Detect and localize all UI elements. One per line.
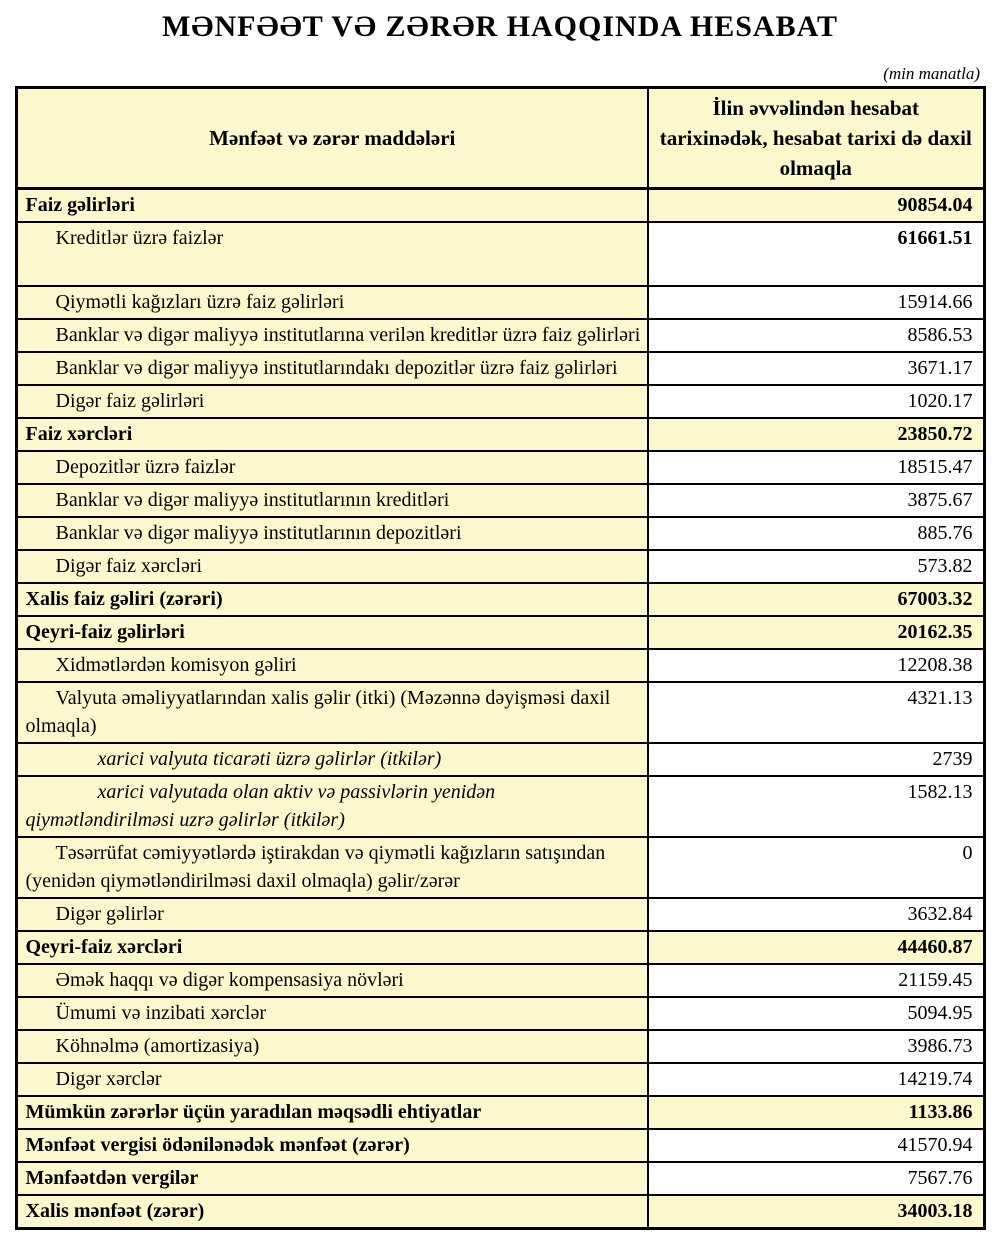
table-row [16, 649, 984, 682]
table-row [16, 964, 984, 997]
row-label: Banklar və digər maliyyə institutlarının kreditləri [16, 484, 648, 517]
row-label: xarici valyutada olan aktiv və passivlərin yenidən qiymətləndirilməsi uzrə gəlirlər (itkilər) [16, 776, 648, 837]
row-value: 44460.87 [648, 931, 984, 964]
table-row [16, 484, 984, 517]
page-title: MƏNFƏƏT VƏ ZƏRƏR HAQQINDA HESABAT [161, 10, 839, 43]
table-row [16, 418, 984, 451]
row-value: 41570.94 [648, 1129, 984, 1162]
row-label: Qiymətli kağızları üzrə faiz gəlirləri [16, 286, 648, 319]
table-row [16, 682, 984, 743]
row-value: 20162.35 [648, 616, 984, 649]
row-label: Mümkün zərərlər üçün yaradılan məqsədli ehtiyatlar [16, 1096, 648, 1129]
row-value: 5094.95 [648, 997, 984, 1030]
row-value: 14219.74 [648, 1063, 984, 1096]
row-value: 1020.17 [648, 385, 984, 418]
row-value: 3875.67 [648, 484, 984, 517]
row-value: 573.82 [648, 550, 984, 583]
row-value: 18515.47 [648, 451, 984, 484]
row-label: Digər gəlirlər [16, 898, 648, 931]
row-label: Depozitlər üzrə faizlər [16, 451, 648, 484]
row-label: Digər faiz xərcləri [16, 550, 648, 583]
row-label: Digər faiz gəlirləri [16, 385, 648, 418]
table-row [16, 352, 984, 385]
row-label: Əmək haqqı və digər kompensasiya növləri [16, 964, 648, 997]
table-row [16, 517, 984, 550]
row-label: Banklar və digər maliyyə institutlarına verilən kreditlər üzrə faiz gəlirləri [16, 319, 648, 352]
table-row [16, 222, 984, 286]
table-row [16, 616, 984, 649]
row-label: Banklar və digər maliyyə institutlarının depozitləri [16, 517, 648, 550]
row-value: 3632.84 [648, 898, 984, 931]
table-header-items: Mənfəət və zərər maddələri [16, 88, 648, 189]
table-row [16, 1063, 984, 1096]
row-label: Xalis mənfəət (zərər) [16, 1195, 648, 1229]
table-row [16, 451, 984, 484]
row-value: 12208.38 [648, 649, 984, 682]
table-row [16, 1030, 984, 1063]
table-row [16, 743, 984, 776]
row-label: Qeyri-faiz xərcləri [16, 931, 648, 964]
row-label: Banklar və digər maliyyə institutlarındakı depozitlər üzrə faiz gəlirləri [16, 352, 648, 385]
pl-table-body [16, 189, 984, 1229]
table-row [16, 837, 984, 898]
row-value: 23850.72 [648, 418, 984, 451]
row-value: 15914.66 [648, 286, 984, 319]
table-row [16, 286, 984, 319]
row-value: 3986.73 [648, 1030, 984, 1063]
row-label: Mənfəət vergisi ödənilənədək mənfəət (zərər) [16, 1129, 648, 1162]
row-label: Mənfəətdən vergilər [16, 1162, 648, 1195]
table-row [16, 1162, 984, 1195]
table-row [16, 1195, 984, 1229]
row-label: Faiz gəlirləri [16, 189, 648, 223]
row-value: 8586.53 [648, 319, 984, 352]
row-value: 67003.32 [648, 583, 984, 616]
row-value: 2739 [648, 743, 984, 776]
row-label: Xidmətlərdən komisyon gəliri [16, 649, 648, 682]
row-label: Digər xərclər [16, 1063, 648, 1096]
row-label: Ümumi və inzibati xərclər [16, 997, 648, 1030]
table-row [16, 550, 984, 583]
row-label: Xalis faiz gəliri (zərəri) [16, 583, 648, 616]
row-label: Təsərrüfat cəmiyyətlərdə iştirakdan və qiymətli kağızların satışından (yenidən qiymətləndirilməsi daxil olmaqla) gəlir/zərər [16, 837, 648, 898]
table-row [16, 997, 984, 1030]
row-value: 90854.04 [648, 189, 984, 223]
row-label: xarici valyuta ticarəti üzrə gəlirlər (itkilər) [16, 743, 648, 776]
row-label: Faiz xərcləri [16, 418, 648, 451]
row-value: 34003.18 [648, 1195, 984, 1229]
row-label: Qeyri-faiz gəlirləri [16, 616, 648, 649]
row-value: 7567.76 [648, 1162, 984, 1195]
table-row [16, 776, 984, 837]
table-row [16, 898, 984, 931]
row-value: 4321.13 [648, 682, 984, 743]
table-row [16, 583, 984, 616]
row-value: 885.76 [648, 517, 984, 550]
table-row [16, 319, 984, 352]
table-row [16, 189, 984, 223]
table-row [16, 385, 984, 418]
row-value: 1582.13 [648, 776, 984, 837]
row-label: Valyuta əməliyyatlarından xalis gəlir (itki) (Məzənnə dəyişməsi daxil olmaqla) [16, 682, 648, 743]
row-value: 1133.86 [648, 1096, 984, 1129]
table-row [16, 1096, 984, 1129]
unit-note: (min manatla) [883, 64, 980, 83]
row-label: Kreditlər üzrə faizlər [16, 222, 648, 286]
row-label: Köhnəlmə (amortizasiya) [16, 1030, 648, 1063]
row-value: 3671.17 [648, 352, 984, 385]
table-header-row [16, 88, 984, 189]
table-row [16, 1129, 984, 1162]
row-value: 61661.51 [648, 222, 984, 286]
row-value: 21159.45 [648, 964, 984, 997]
row-value: 0 [648, 837, 984, 898]
table-row [16, 931, 984, 964]
table-header-value: İlin əvvəlindən hesabat tarixinədək, hesabat tarixi də daxil olmaqla [648, 88, 984, 189]
profit-loss-table [15, 86, 986, 1230]
